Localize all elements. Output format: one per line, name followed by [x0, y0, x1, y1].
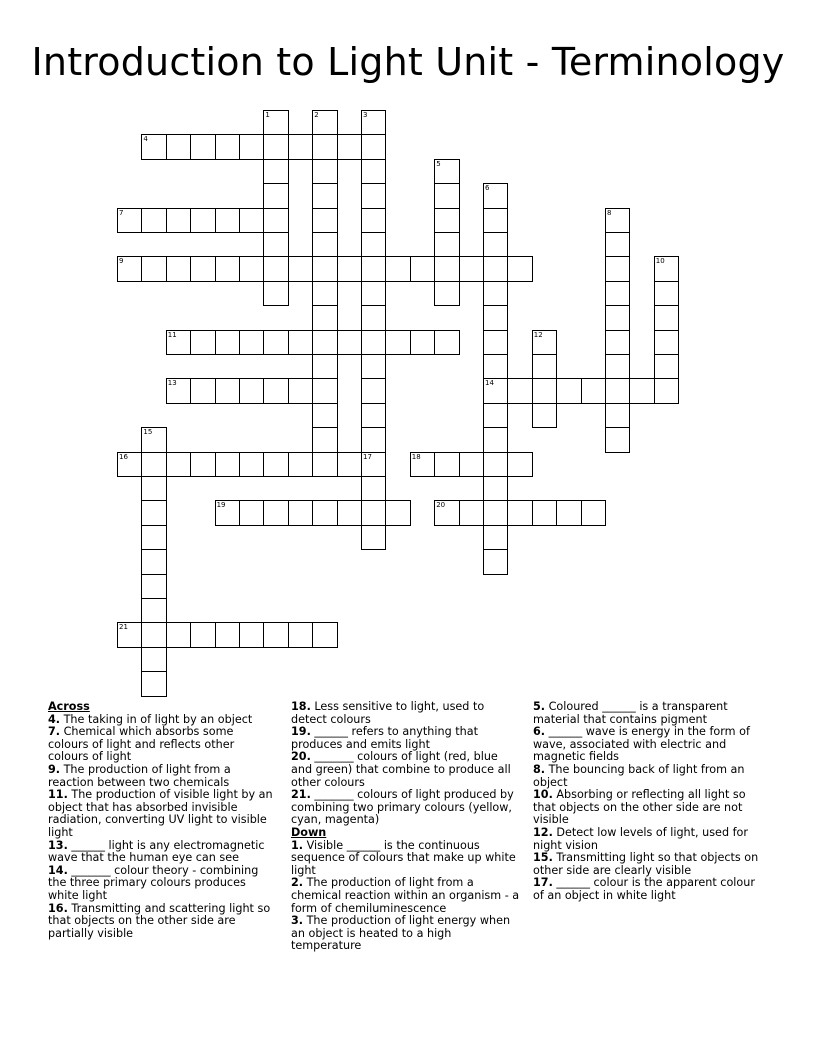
crossword-cell[interactable] [556, 378, 581, 403]
clue-number: 3 [363, 111, 368, 119]
down-clues-a [291, 840, 521, 953]
clue-number: 16 [119, 452, 128, 461]
crossword-cell[interactable] [605, 232, 630, 257]
crossword-cell[interactable] [190, 256, 215, 281]
crossword-cell[interactable] [239, 500, 264, 525]
crossword-cell[interactable] [410, 256, 435, 281]
across-clue [291, 751, 521, 789]
crossword-cell[interactable] [312, 500, 337, 525]
clue-number-label: 13. [48, 838, 68, 852]
crossword-cell[interactable] [581, 378, 606, 403]
crossword-cell[interactable] [361, 208, 386, 233]
crossword-cell[interactable] [483, 281, 508, 306]
across-clue [48, 840, 274, 865]
crossword-cell[interactable] [483, 354, 508, 379]
clue-text: _______ colour theory - combining the three primary colours produces white light [48, 863, 259, 902]
across-clue [48, 726, 274, 764]
crossword-cell[interactable] [141, 549, 166, 574]
crossword-cell[interactable] [263, 281, 288, 306]
clue-text: The production of visible light by an object that has absorbed invisible radiation, converting UV light to visible light [48, 788, 273, 839]
crossword-cell[interactable] [141, 476, 166, 501]
down-clue [533, 726, 759, 764]
crossword-cell[interactable] [385, 330, 410, 355]
crossword-cell[interactable] [434, 330, 459, 355]
crossword-cell[interactable] [312, 427, 337, 452]
crossword-cell[interactable] [605, 403, 630, 428]
crossword-cell[interactable] [190, 330, 215, 355]
crossword-cell[interactable] [288, 500, 313, 525]
down-clue [291, 840, 521, 878]
crossword-cell[interactable] [654, 330, 679, 355]
clue-column-1 [48, 701, 274, 940]
crossword-cell[interactable] [141, 134, 166, 159]
crossword-cell[interactable] [263, 500, 288, 525]
crossword-cell[interactable] [483, 256, 508, 281]
crossword-cell[interactable] [361, 232, 386, 257]
crossword-cell[interactable] [507, 500, 532, 525]
crossword-cell[interactable] [654, 354, 679, 379]
across-clue [48, 903, 274, 941]
clue-number-label: 17. [533, 876, 553, 890]
crossword-cell[interactable] [629, 378, 654, 403]
across-clue [48, 764, 274, 789]
crossword-cell[interactable] [483, 427, 508, 452]
crossword-cell[interactable] [312, 232, 337, 257]
crossword-cell[interactable] [312, 354, 337, 379]
crossword-cell[interactable] [361, 183, 386, 208]
crossword-cell[interactable] [166, 378, 191, 403]
crossword-cell[interactable] [410, 452, 435, 477]
crossword-cell[interactable] [361, 330, 386, 355]
crossword-cell[interactable] [239, 330, 264, 355]
crossword-cell[interactable] [312, 208, 337, 233]
crossword-cell[interactable] [288, 452, 313, 477]
clue-number-label: 18. [291, 700, 311, 713]
down-clue [291, 877, 521, 915]
down-clues-b [533, 701, 759, 903]
crossword-cell[interactable] [410, 330, 435, 355]
crossword-cell[interactable] [483, 378, 508, 403]
crossword-cell[interactable] [434, 159, 459, 184]
clue-number: 19 [216, 501, 226, 510]
crossword-cell[interactable] [361, 305, 386, 330]
clue-number-label: 9. [48, 762, 61, 776]
crossword-cell[interactable] [215, 256, 240, 281]
crossword-cell[interactable] [312, 622, 337, 647]
crossword-cell[interactable] [483, 476, 508, 501]
crossword-cell[interactable] [215, 378, 240, 403]
clue-text: Coloured ______ is a transparent material that contains pigment [533, 700, 728, 726]
crossword-cell[interactable] [263, 452, 288, 477]
clue-number: 4 [143, 135, 148, 144]
crossword-cell[interactable] [605, 208, 630, 233]
crossword-cell[interactable] [507, 378, 532, 403]
crossword-cell[interactable] [239, 452, 264, 477]
crossword-cell[interactable] [215, 622, 240, 647]
clue-number: 18 [411, 452, 421, 461]
crossword-cell[interactable] [141, 574, 166, 599]
crossword-cell[interactable] [483, 208, 508, 233]
crossword-cell[interactable] [288, 330, 313, 355]
across-clue [48, 865, 274, 903]
crossword-cell[interactable] [312, 330, 337, 355]
clue-text: Visible ______ is the continuous sequence of colours that make up white light [291, 838, 516, 877]
crossword-cell[interactable] [117, 622, 142, 647]
crossword-cell[interactable] [288, 256, 313, 281]
clue-number-label: 6. [533, 725, 546, 739]
clue-text: ______ light is any electromagnetic wave that the human eye can see [48, 838, 265, 865]
clue-text: Absorbing or reflecting all light so that objects on the other side are not visible [533, 788, 746, 827]
clue-number-label: 19. [291, 725, 311, 739]
crossword-cell[interactable] [215, 330, 240, 355]
crossword-cell[interactable] [361, 354, 386, 379]
crossword-cell[interactable] [434, 281, 459, 306]
clue-number: 21 [119, 623, 128, 632]
across-clue [48, 789, 274, 839]
crossword-cell[interactable] [239, 622, 264, 647]
crossword-cell[interactable] [507, 256, 532, 281]
across-heading: Across [48, 700, 90, 713]
crossword-cell[interactable] [312, 281, 337, 306]
crossword-cell[interactable] [141, 452, 166, 477]
clue-number-label: 2. [291, 876, 304, 890]
crossword-cell[interactable] [581, 500, 606, 525]
down-clue [291, 915, 521, 953]
clue-number: 14 [485, 379, 494, 388]
crossword-cell[interactable] [239, 208, 264, 233]
crossword-cell[interactable] [312, 378, 337, 403]
page-title: Introduction to Light Unit - Terminology [31, 40, 785, 84]
crossword-cell[interactable] [263, 134, 288, 159]
clue-text: ______ wave is energy in the form of wave, associated with electric and magnetic fields [533, 725, 750, 764]
crossword-cell[interactable] [605, 378, 630, 403]
clue-number-label: 3. [291, 914, 304, 928]
clue-number: 12 [533, 330, 543, 339]
across-clue [291, 701, 521, 726]
crossword-cell[interactable] [556, 500, 581, 525]
crossword-cell[interactable] [239, 256, 264, 281]
crossword-cell[interactable] [263, 110, 288, 135]
crossword-cell[interactable] [190, 378, 215, 403]
crossword-cell[interactable] [605, 281, 630, 306]
crossword-cell[interactable] [263, 159, 288, 184]
crossword-cell[interactable] [532, 500, 557, 525]
clue-column-3 [533, 701, 759, 903]
crossword-cell[interactable] [166, 622, 191, 647]
clue-column-2 [291, 701, 521, 953]
crossword-cell[interactable] [385, 256, 410, 281]
across-clue [291, 789, 521, 827]
clue-number-label: 1. [291, 838, 304, 852]
crossword-cell[interactable] [337, 500, 362, 525]
crossword-cell[interactable] [337, 452, 362, 477]
crossword-cell[interactable] [166, 134, 191, 159]
crossword-cell[interactable] [483, 305, 508, 330]
clue-text: Transmitting light so that objects on other side are clearly visible [533, 851, 759, 877]
crossword-cell[interactable] [483, 232, 508, 257]
crossword-cell[interactable] [361, 378, 386, 403]
crossword-cell[interactable] [141, 427, 166, 452]
clue-text: Chemical which absorbs some colours of light and reflects other colours of light [48, 725, 235, 764]
crossword-cell[interactable] [459, 452, 484, 477]
clue-text: _______ colours of light (red, blue and green) that combine to produce all other colours [291, 750, 511, 789]
crossword-cell[interactable] [263, 256, 288, 281]
clue-number-label: 20. [291, 750, 311, 764]
crossword-cell[interactable] [337, 330, 362, 355]
down-clue [533, 827, 759, 852]
crossword-cell[interactable] [166, 208, 191, 233]
crossword-cell[interactable] [483, 525, 508, 550]
clue-number-label: 4. [48, 712, 61, 726]
crossword-cell[interactable] [434, 452, 459, 477]
crossword-cell[interactable] [361, 525, 386, 550]
down-clue [533, 789, 759, 827]
crossword-cell[interactable] [263, 183, 288, 208]
crossword-cell[interactable] [141, 647, 166, 672]
crossword-cell[interactable] [434, 232, 459, 257]
clue-number-label: 12. [533, 825, 553, 839]
crossword-cell[interactable] [361, 134, 386, 159]
crossword-cell[interactable] [507, 452, 532, 477]
crossword-cell[interactable] [605, 305, 630, 330]
crossword-cell[interactable] [166, 256, 191, 281]
clue-number: 1 [265, 111, 270, 119]
crossword-cell[interactable] [239, 378, 264, 403]
crossword-cell[interactable] [654, 281, 679, 306]
crossword-cell[interactable] [654, 305, 679, 330]
crossword-cell[interactable] [312, 403, 337, 428]
crossword-cell[interactable] [459, 500, 484, 525]
clue-number: 9 [119, 257, 124, 266]
clue-number: 11 [167, 330, 177, 339]
clue-number-label: 11. [48, 788, 68, 802]
down-heading: Down [291, 825, 327, 839]
crossword-cell[interactable] [288, 378, 313, 403]
across-clues-a [48, 714, 274, 941]
crossword-cell[interactable] [263, 378, 288, 403]
crossword-cell[interactable] [312, 134, 337, 159]
down-clue [533, 764, 759, 789]
crossword-cell[interactable] [117, 452, 142, 477]
clue-number: 6 [485, 184, 490, 193]
clue-text: ______ colour is the apparent colour of an object in white light [533, 876, 755, 902]
clue-text: The production of light from a chemical reaction within an organism - a form of chemiluminescence [291, 876, 520, 915]
clue-text: ______ refers to anything that produces and emits light [291, 725, 478, 751]
crossword-cell[interactable] [361, 159, 386, 184]
crossword-cell[interactable] [605, 330, 630, 355]
crossword-cell[interactable] [434, 256, 459, 281]
crossword-cell[interactable] [483, 500, 508, 525]
crossword-cell[interactable] [483, 403, 508, 428]
crossword-cell[interactable] [190, 134, 215, 159]
crossword-cell[interactable] [215, 134, 240, 159]
crossword-cell[interactable] [141, 598, 166, 623]
clue-text: The production of light energy when an object is heated to a high temperature [291, 914, 511, 953]
crossword-cell[interactable] [141, 671, 166, 696]
crossword-cell[interactable] [483, 549, 508, 574]
crossword-cell[interactable] [312, 159, 337, 184]
crossword-cell[interactable] [532, 330, 557, 355]
crossword-cell[interactable] [361, 403, 386, 428]
clue-number-label: 16. [48, 901, 68, 915]
clue-number: 10 [655, 257, 665, 266]
crossword-cell[interactable] [263, 330, 288, 355]
clue-number: 15 [143, 428, 153, 437]
crossword-cell[interactable] [605, 427, 630, 452]
crossword-cell[interactable] [263, 232, 288, 257]
crossword-cell[interactable] [190, 622, 215, 647]
crossword-cell[interactable] [166, 330, 191, 355]
crossword-cell[interactable] [654, 378, 679, 403]
across-clue [291, 726, 521, 751]
crossword-cell[interactable] [215, 452, 240, 477]
crossword-cell[interactable] [483, 330, 508, 355]
clue-number: 20 [436, 501, 446, 510]
crossword-cell[interactable] [141, 525, 166, 550]
crossword-cell[interactable] [654, 256, 679, 281]
clue-number-label: 14. [48, 863, 68, 877]
clue-text: The bouncing back of light from an object [533, 762, 745, 789]
clue-number-label: 10. [533, 788, 553, 802]
clue-number: 2 [314, 111, 319, 119]
crossword-cell[interactable] [605, 354, 630, 379]
crossword-cell[interactable] [190, 208, 215, 233]
clue-number: 7 [119, 208, 124, 217]
crossword-cell[interactable] [532, 354, 557, 379]
crossword-cell[interactable] [605, 256, 630, 281]
crossword-cell[interactable] [385, 500, 410, 525]
crossword-cell[interactable] [361, 427, 386, 452]
crossword-cell[interactable] [337, 134, 362, 159]
crossword-cell[interactable] [288, 622, 313, 647]
clue-number: 13 [167, 379, 177, 388]
crossword-cell[interactable] [337, 256, 362, 281]
crossword-cell[interactable] [117, 208, 142, 233]
clue-text: _______ colours of light produced by combining two primary colours (yellow, cyan, magenta) [291, 788, 514, 827]
across-clues-b [291, 701, 521, 827]
crossword-cell[interactable] [215, 500, 240, 525]
crossword-cell[interactable] [312, 183, 337, 208]
crossword-cell[interactable] [166, 452, 191, 477]
down-clue [533, 877, 759, 902]
clue-text: Transmitting and scattering light so that objects on the other side are partially visible [48, 901, 271, 940]
crossword-cell[interactable] [141, 622, 166, 647]
clue-number: 8 [607, 208, 612, 217]
crossword-cell[interactable] [434, 208, 459, 233]
crossword-cell[interactable] [141, 256, 166, 281]
crossword-cell[interactable] [483, 183, 508, 208]
crossword-cell[interactable] [361, 500, 386, 525]
clue-number-label: 7. [48, 725, 61, 739]
clue-number: 17 [363, 452, 372, 461]
crossword-cell[interactable] [141, 500, 166, 525]
crossword-cell[interactable] [117, 256, 142, 281]
crossword-cell[interactable] [532, 403, 557, 428]
crossword-cell[interactable] [434, 500, 459, 525]
clue-number-label: 15. [533, 851, 553, 865]
crossword-cell[interactable] [215, 208, 240, 233]
clue-text: The taking in of light by an object [60, 712, 253, 726]
crossword-cell[interactable] [312, 110, 337, 135]
crossword-cell[interactable] [361, 281, 386, 306]
crossword-cell[interactable] [190, 452, 215, 477]
clue-number: 5 [436, 159, 441, 168]
down-clue [533, 701, 759, 726]
crossword-cell[interactable] [361, 256, 386, 281]
crossword-cell[interactable] [483, 452, 508, 477]
clue-number-label: 21. [291, 788, 311, 802]
crossword-cell[interactable] [459, 256, 484, 281]
crossword-cell[interactable] [312, 305, 337, 330]
clue-number-label: 5. [533, 700, 546, 713]
crossword-cell[interactable] [532, 378, 557, 403]
crossword-cell[interactable] [361, 452, 386, 477]
crossword-cell[interactable] [141, 208, 166, 233]
crossword-cell[interactable] [239, 134, 264, 159]
clue-text: Less sensitive to light, used to detect colours [291, 700, 485, 726]
crossword-cell[interactable] [312, 452, 337, 477]
down-clue [533, 852, 759, 877]
crossword-cell[interactable] [361, 110, 386, 135]
crossword-cell[interactable] [361, 476, 386, 501]
clue-text: Detect low levels of light, used for night vision [533, 825, 748, 852]
crossword-cell[interactable] [434, 183, 459, 208]
crossword-cell[interactable] [312, 256, 337, 281]
clue-number-label: 8. [533, 762, 546, 776]
crossword-cell[interactable] [263, 622, 288, 647]
clue-text: The production of light from a reaction between two chemicals [48, 762, 231, 789]
crossword-cell[interactable] [288, 134, 313, 159]
crossword-cell[interactable] [263, 208, 288, 233]
